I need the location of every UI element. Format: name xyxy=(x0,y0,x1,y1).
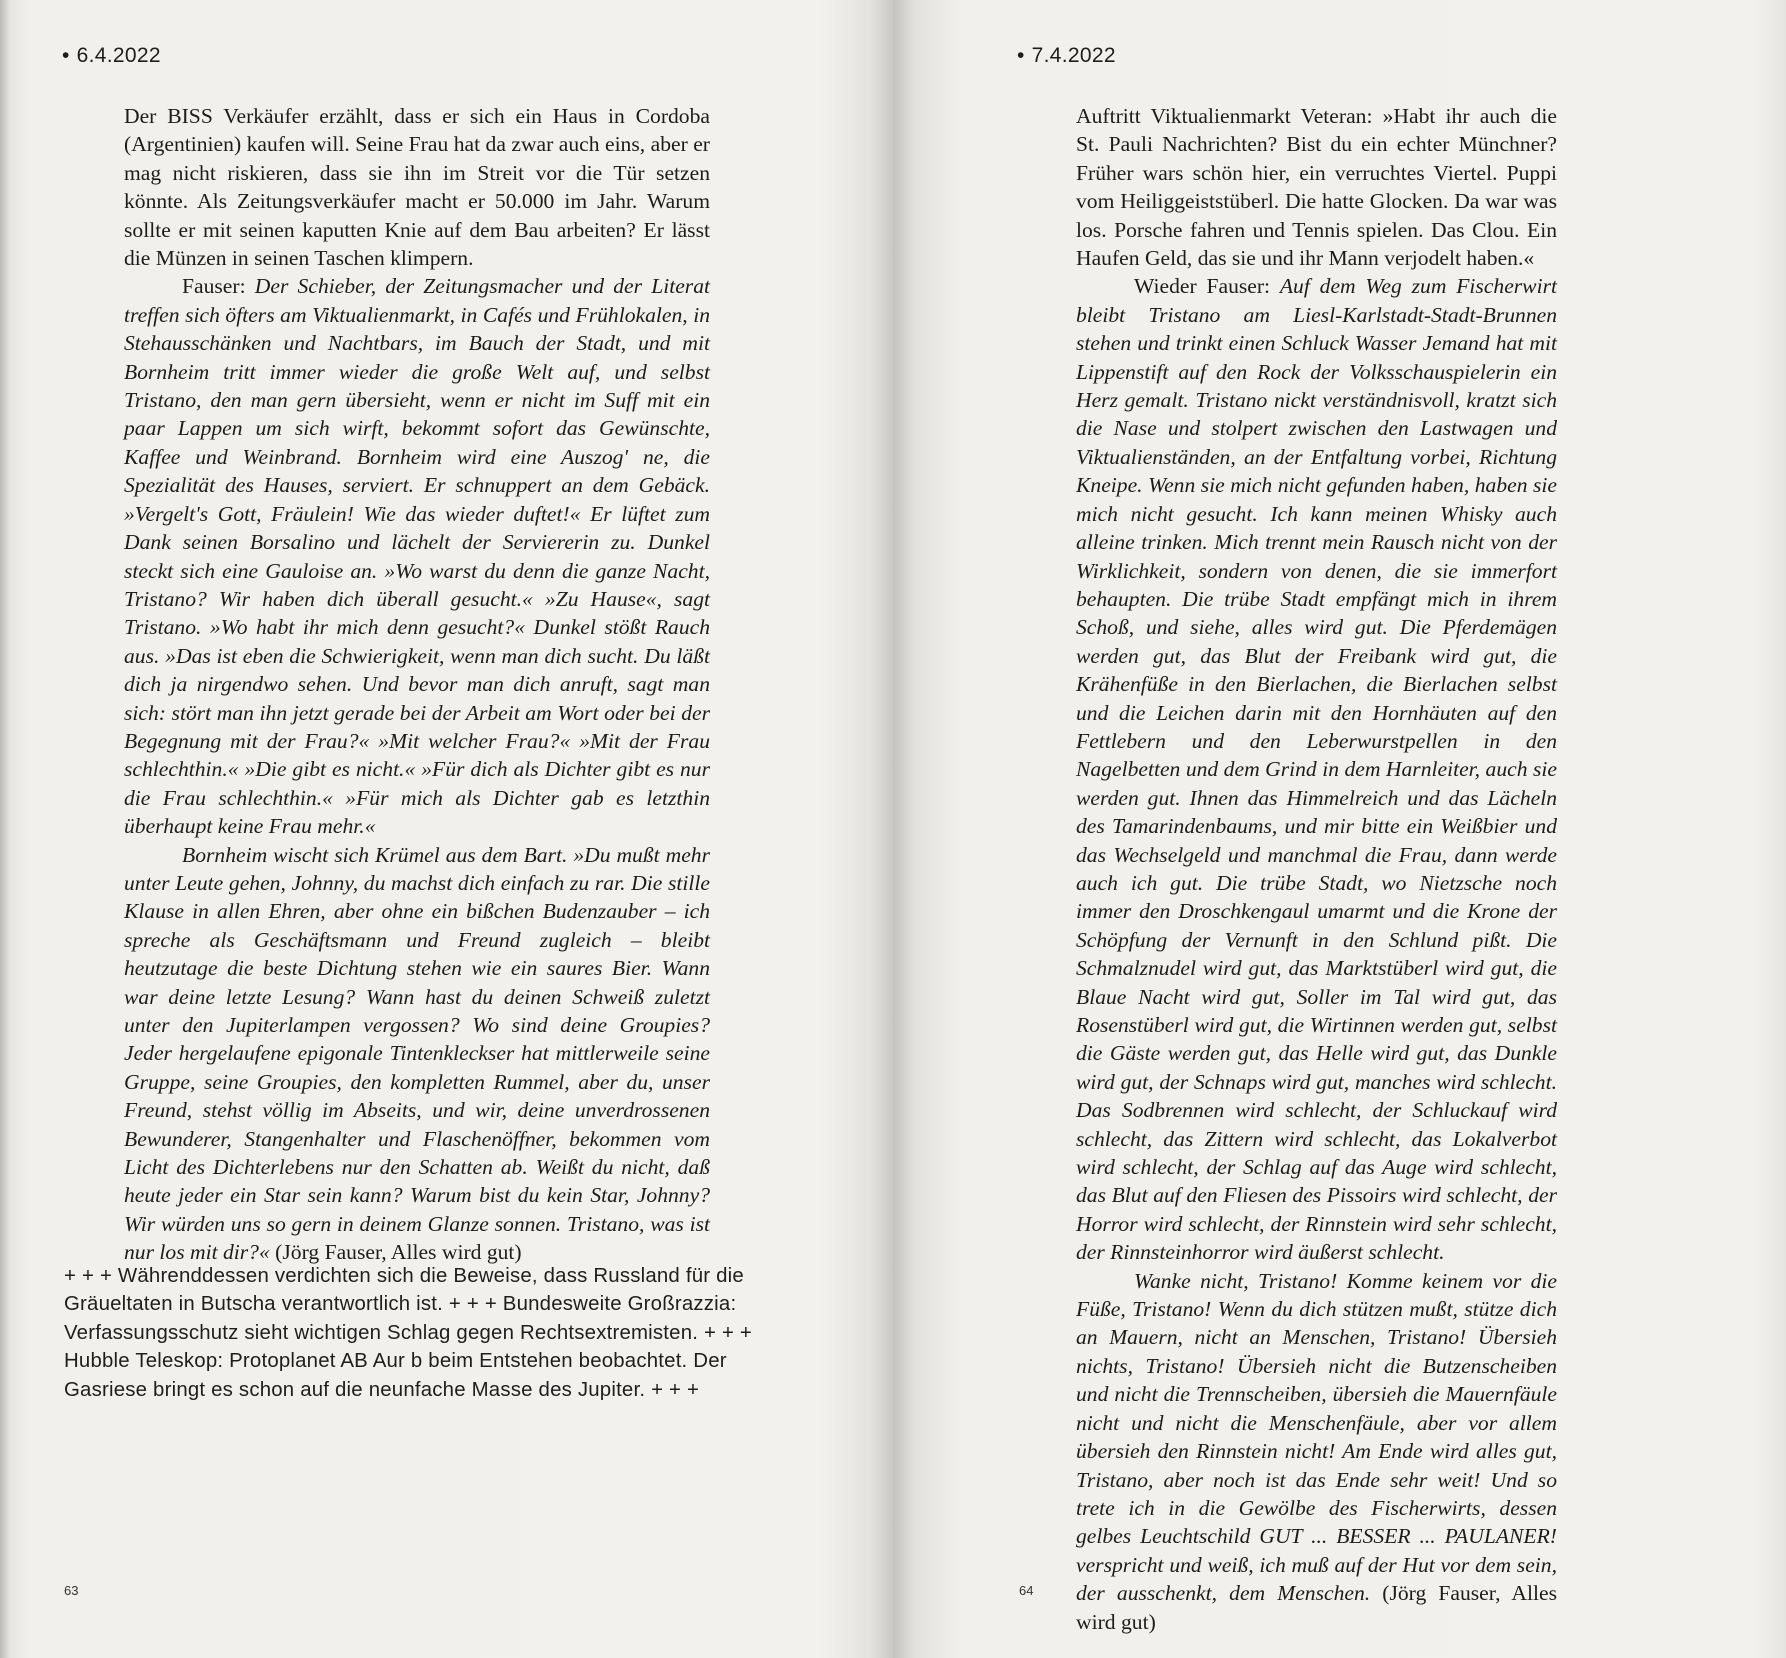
left-body-text xyxy=(124,102,710,1267)
right-page xyxy=(893,0,1786,1658)
right-quote-paragraph-1 xyxy=(1076,272,1557,1266)
left-page-number: 63 xyxy=(64,1583,79,1598)
left-intro-paragraph: Der BISS Verkäufer erzählt, dass er sich ein Haus in Cordoba (Argentinien) kaufen will. Seine Frau hat da zwar auch eins, aber er mag nicht riskieren, dass sie ihn im Streit vor die Tür setzen könnte. Als Zeitungsverkäufer macht er 50.000 im Jahr. Warum sollte er mit seinen kaputten Knie auf dem Bau arbeiten? Er lässt die Münzen in seinen Taschen klimpern. xyxy=(124,104,710,271)
right-page-number: 64 xyxy=(1019,1583,1034,1598)
left-date-heading xyxy=(62,44,161,68)
left-quote-paragraph-2 xyxy=(124,841,710,1267)
right-date: 7.4.2022 xyxy=(1031,44,1116,67)
right-intro-paragraph: Auftritt Viktualienmarkt Veteran: »Habt ihr auch die St. Pauli Nachrichten? Bist du ein echter Münchner? Früher wars schön hier, ein verruchtes Viertel. Puppi vom Heiliggeiststüberl. Die hatte Glocken. Da war was los. Porsche fahren und Tennis spielen. Das Clou. Ein Haufen Geld, das sie und ihr Mann verjodelt haben.« xyxy=(1076,104,1557,271)
left-quote-1: Der Schieber, der Zeitungsmacher und der Literat treffen sich öfters am Viktualienmarkt, in Cafés und Frühlokalen, in Stehausschänken und Nachtbars, im Bauch der Stadt, und mit Bornheim tritt immer wieder die große Welt auf, und selbst Tristano, den man gern übersieht, wenn er nicht im Suff mit ein paar Lappen um sich wirft, bekommt sofort das Gewünschte, Kaffee und Weinbrand. Bornheim wird eine Auszog' ne, die Spezialität des Hauses, serviert. Er schnuppert an dem Gebäck. »Vergelt's Gott, Fräulein! Wie das wieder duftet!« Er lüftet zum Dank seinen Borsalino und lächelt der Serviererin zu. Dunkel steckt sich eine Gauloise an. »Wo warst du denn die ganze Nacht, Tristano? Wir haben dich überall gesucht.« »Zu Hause«, sagt Tristano. »Wo habt ihr mich denn gesucht?« Dunkel stößt Rauch aus. »Das ist eben die Schwierigkeit, wenn man dich sucht. Du läßt dich ja nirgendwo sehen. Und bevor man dich anruft, sagt man sich: stört man ihn jetzt gerade bei der Arbeit am Wort oder bei der Begegnung mit der Frau?« »Mit welcher Frau?« »Mit der Frau schlechthin.« »Die gibt es nicht.« »Für dich als Dichter gibt es nur die Frau schlechthin.« »Für mich als Dichter gab es letzthin überhaupt keine Frau mehr.« xyxy=(124,274,710,839)
left-quote-source: (Jörg Fauser, Alles wird gut) xyxy=(269,1240,522,1265)
right-quote-source: (Jörg Fauser, Alles wird gut) xyxy=(1076,1581,1557,1634)
right-body-text xyxy=(1076,102,1557,1636)
left-quote-lead: Fauser: xyxy=(182,274,255,299)
right-quote-paragraph-2 xyxy=(1076,1267,1557,1636)
left-date: 6.4.2022 xyxy=(76,44,161,67)
bullet-icon: • xyxy=(62,44,70,67)
right-date-heading xyxy=(1017,44,1116,68)
left-quote-2: Bornheim wischt sich Krümel aus dem Bart. »Du mußt mehr unter Leute gehen, Johnny, du machst dich einfach zu rar. Die stille Klause in allen Ehren, aber ohne ein bißchen Budenzauber – ich spreche als Geschäftsmann und Freund zugleich – bleibt heutzutage die beste Dichtung stehen wie ein saures Bier. Wann war deine letzte Lesung? Wann hast du deinen Schweiß zuletzt unter den Jupiterlampen vergossen? Wo sind deine Groupies? Jeder hergelaufene epigonale Tintenkleckser hat mittlerweile seine Gruppe, seine Groupies, den kompletten Rummel, aber du, unser Freund, stehst völlig im Abseits, und wir, deine unverdrossenen Bewunderer, Stangenhalter und Flaschenöffner, bekommen vom Licht des Dichterlebens nur den Schatten ab. Weißt du nicht, daß heute jeder ein Star sein kann? Warum bist du kein Star, Johnny? Wir würden uns so gern in deinem Glanze sonnen. Tristano, was ist nur los mit dir?« xyxy=(124,842,710,1265)
news-ticker-text: + + + Währenddessen verdichten sich die Beweise, dass Russland für die Gräueltaten in Butscha verantwortlich ist. + + + Bundesweite Großrazzia: Verfassungsschutz sieht wichtigen Schlag gegen Rechtsextremisten. + + + Hubble Teleskop: Protoplanet AB Aur b beim Entstehen beobachtet. Der Gasriese bringt es schon auf die neunfache Masse des Jupiter. + + + xyxy=(64,1265,753,1401)
left-quote-paragraph-1 xyxy=(124,272,710,840)
bullet-icon: • xyxy=(1017,44,1025,67)
right-quote-lead: Wieder Fauser: xyxy=(1134,274,1280,299)
right-quote-2: Wanke nicht, Tristano! Komme keinem vor die Füße, Tristano! Wenn du dich stützen mußt, stütze dich an Mauern, nicht an Menschen, Tristano! Übersieh nichts, Tristano! Übersieh nicht die Butzenscheiben und nicht die Trennscheiben, übersieh die Mauernfäule nicht und nicht die Menschenfäule, aber vor allem übersieh den Rinnstein nicht! Am Ende wird alles gut, Tristano, aber noch ist das Ende sehr weit! Und so trete ich in die Gewölbe des Fischerwirts, dessen gelbes Leuchtschild GUT ... BESSER ... PAULANER! verspricht und weiß, ich muß auf der Hut vor dem sein, der ausschenkt, dem Menschen. xyxy=(1076,1268,1557,1606)
right-quote-1: Auf dem Weg zum Fischerwirt bleibt Tristano am Liesl-Karlstadt-Stadt-Brunnen stehen und trinkt einen Schluck Wasser Jemand hat mit Lippenstift auf den Rock der Volksschauspielerin ein Herz gemalt. Tristano nickt verständnisvoll, kratzt sich die Nase und stolpert zwischen den Lastwagen und Viktualienständen, an der Entfaltung vorbei, Richtung Kneipe. Wenn sie mich nicht gefunden haben, haben sie mich nicht gesucht. Ich kann meinen Whisky auch alleine trinken. Mich trennt mein Rausch nicht von der Wirklichkeit, sondern von denen, die sie immerfort behaupten. Die trübe Stadt empfängt mich in ihrem Schoß, und siehe, alles wird gut. Die Pferdemägen werden gut, das Blut der Freibank wird gut, die Krähenfüße in den Bierlachen, die Bierlachen selbst und die Leichen darin mit den Hornhäuten auf den Fettlebern und den Leberwurstpellen in den Nagelbetten und dem Grind in dem Harnleiter, auch sie werden gut. Ihnen das Himmelreich und das Lächeln des Tamarindenbaums, und mir bitte ein Weißbier und das Wechselgeld und manchmal die Frau, dann werde auch ich gut. Die trübe Stadt, wo Nietzsche noch immer den Droschkengaul umarmt und die Krone der Schöpfung der Vernunft in den Schlund pißt. Die Schmalznudel wird gut, das Marktstüberl wird gut, die Blaue Nacht wird gut, Soller im Tal wird gut, das Rosenstüberl wird gut, die Wirtinnen werden gut, selbst die Gäste werden gut, das Helle wird gut, das Dunkle wird gut, der Schnaps wird gut, manches wird schlecht. Das Sodbrennen wird schlecht, der Schluckauf wird schlecht, das Zittern wird schlecht, das Lokalverbot wird schlecht, der Schlag auf das Auge wird schlecht, das Blut auf den Fliesen des Pissoirs wird schlecht, der Horror wird schlecht, der Rinnstein wird sehr schlecht, der Rinnsteinhorror wird äußerst schlecht. xyxy=(1076,274,1557,1265)
